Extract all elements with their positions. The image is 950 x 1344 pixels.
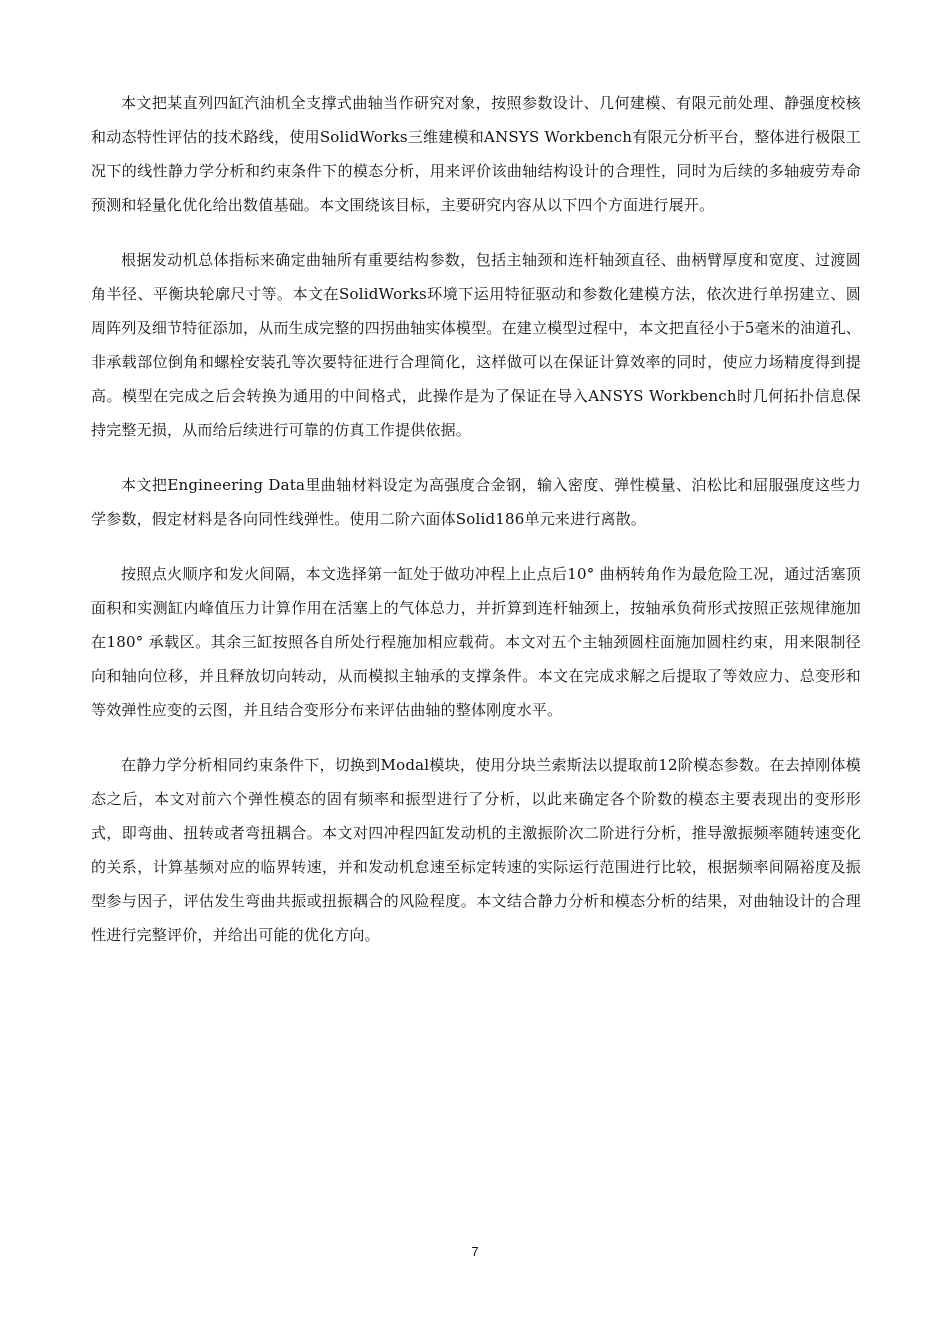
paragraph-modal-analysis: 在静力学分析相同约束条件下，切换到Modal模块，使用分块兰索斯法以提取前12阶模态参数。在去掉刚体模态之后，本文对前六个弹性模态的固有频率和振型进行了分析，以此来确定各个阶数的模态主要表现出的变形形式，即弯曲、扭转或者弯扭耦合。本文对四冲程四缸发动机的主激振阶次二阶进行分析，推导激振频率随转速变化的关系，计算基频对应的临界转速，并和发动机怠速至标定转速的实际运行范围进行比较，根据频率间隔裕度及振型参与因子，评估发生弯曲共振或扭振耦合的风险程度。本文结合静力分析和模态分析的结果，对曲轴设计的合理性进行完整评价，并给出可能的优化方向。 <box>91 756 861 944</box>
paragraph-material-mesh: 本文把Engineering Data里曲轴材料设定为高强度合金钢，输入密度、弹性模量、泊松比和屈服强度这些力学参数，假定材料是各向同性线弹性。使用二阶六面体Solid186单元来进行离散。 <box>91 476 861 528</box>
paragraph-geometric-modeling: 根据发动机总体指标来确定曲轴所有重要结构参数，包括主轴颈和连杆轴颈直径、曲柄臂厚度和宽度、过渡圆角半径、平衡块轮廓尺寸等。本文在SolidWorks环境下运用特征驱动和参数化建模方法，依次进行单拐建立、圆周阵列及细节特征添加，从而生成完整的四拐曲轴实体模型。在建立模型过程中，本文把直径小于5毫米的油道孔、非承载部位倒角和螺栓安装孔等次要特征进行合理简化，这样做可以在保证计算效率的同时，使应力场精度得到提高。模型在完成之后会转换为通用的中间格式，此操作是为了保证在导入ANSYS Workbench时几何拓扑信息保持完整无损，从而给后续进行可靠的仿真工作提供依据。 <box>91 251 861 439</box>
paragraph-static-analysis: 按照点火顺序和发火间隔，本文选择第一缸处于做功冲程上止点后10° 曲柄转角作为最危险工况，通过活塞顶面积和实测缸内峰值压力计算作用在活塞上的气体总力，并折算到连杆轴颈上，按轴承负荷形式按照正弦规律施加在180° 承载区。其余三缸按照各自所处行程施加相应载荷。本文对五个主轴颈圆柱面施加圆柱约束，用来限制径向和轴向位移，并且释放切向转动，从而模拟主轴承的支撑条件。本文在完成求解之后提取了等效应力、总变形和等效弹性应变的云图，并且结合变形分布来评估曲轴的整体刚度水平。 <box>91 565 861 719</box>
document-body <box>91 86 861 973</box>
page-number: 7 <box>471 1244 479 1259</box>
paragraph-research-overview: 本文把某直列四缸汽油机全支撑式曲轴当作研究对象，按照参数设计、几何建模、有限元前处理、静强度校核和动态特性评估的技术路线，使用SolidWorks三维建模和ANSYS Workbench有限元分析平台，整体进行极限工况下的线性静力学分析和约束条件下的模态分析，用来评价该曲轴结构设计的合理性，同时为后续的多轴疲劳寿命预测和轻量化优化给出数值基础。本文围绕该目标，主要研究内容从以下四个方面进行展开。 <box>91 94 861 214</box>
